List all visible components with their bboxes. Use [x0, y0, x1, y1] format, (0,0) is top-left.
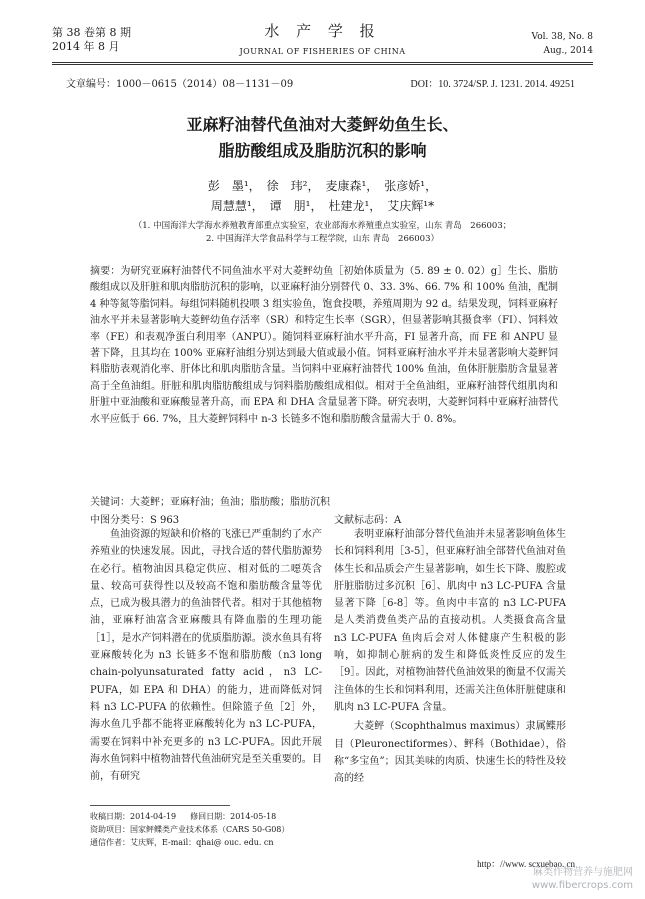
received-date: 收稿日期：2014-04-19	[90, 812, 177, 821]
header-rule-top	[52, 62, 593, 63]
body-column-left	[90, 526, 322, 785]
affiliations	[0, 220, 645, 246]
journal-url[interactable]: http：//www. scxuebao. cn	[477, 859, 575, 869]
paper-title	[0, 112, 645, 164]
issue-info-en	[532, 30, 593, 58]
author-line-1: 彭 墨¹， 徐 玮²， 麦康森¹， 张彦娇¹，	[207, 179, 438, 193]
watermark-site-url: www.fibercrops.com	[531, 880, 633, 891]
author-line-2: 周慧慧¹， 谭 朋¹， 杜建龙¹， 艾庆辉¹*	[210, 199, 435, 213]
paper-title-line-2: 脂肪酸组成及脂肪沉积的影响	[218, 141, 427, 160]
body-column-right	[334, 526, 566, 787]
author-list	[0, 176, 645, 216]
body-paragraph: 表明亚麻籽油部分替代鱼油并未显著影响鱼体生长和饲料利用［3-5］，但亚麻籽油全部替代鱼油对鱼体生长和品质会产生显著影响，如生长下降、腹腔或肝脏脂肪过多沉积［6］、肌肉中 n3 LC-PUFA 含量显著下降［6-8］等。鱼肉中丰富的 n3 LC-PUFA 是人类消费鱼类产品的直接动机。人类摄食高含量 n3 LC-PUFA 鱼肉后会对人体健康产生积极的影响，如抑制心脏病的发生和降低炎性反应的发生［9］。因此，对植物油替代鱼油效果的衡量不仅需关注鱼体的生长和饲料利用，还需关注鱼体肝脏健康和肌肉 n3 LC-PUFA 含量。	[334, 529, 566, 713]
watermark	[532, 866, 633, 892]
affiliation-2: 2. 中国海洋大学食品科学与工程学院，山东 青岛 266003）	[206, 234, 439, 244]
body-paragraph: 大菱鲆（Scophthalmus maximus）隶属鲽形目（Pleuronectiformes）、鲆科（Bothidae），俗称“多宝鱼”；因其美味的肉质、快速生长的特性及较高的经	[334, 721, 566, 785]
journal-title-cn: 水 产 学 报	[264, 22, 381, 40]
header-rule-bottom	[52, 64, 593, 65]
issue-volume-en: Vol. 38, No. 8	[531, 32, 593, 42]
footnote-dates	[90, 810, 289, 823]
corresponding-author: 通信作者：艾庆辉，E-mail：qhai@ ouc. edu. cn	[90, 838, 274, 847]
journal-title-en: JOURNAL OF FISHERIES OF CHINA	[239, 47, 406, 56]
issue-date-en: Aug., 2014	[543, 46, 593, 56]
keywords: 关键词：大菱鲆；亚麻籽油；鱼油；脂肪酸；脂肪沉积	[90, 497, 330, 508]
body-paragraph: 鱼油资源的短缺和价格的飞涨已严重制约了水产养殖业的快速发展。因此，寻找合适的替代脂肪源势在必行。植物油因具稳定供应、相对低的二噁英含量、较高可获得性以及较高不饱和脂肪酸含量等优点，已成为极具潜力的鱼油替代者。相对于其他植物油，亚麻籽油富含亚麻酸具有降血脂的生理功能［1］，是水产饲料潜在的优质脂肪源。淡水鱼具有将亚麻酸转化为 n3 长链多不饱和脂肪酸（n3 long chain-polyunsaturated fatty acid，n3 LC-PUFA，如 EPA 和 DHA）的能力，进而降低对饲料 n3 LC-PUFA 的依赖性。但除篮子鱼［2］外，海水鱼几乎都不能将亚麻酸转化为 n3 LC-PUFA，需要在饲料中补充更多的 n3 LC-PUFA。因此开展海水鱼饲料中植物油替代鱼油研究是至关重要的。目前，有研究	[90, 529, 322, 783]
footnotes	[90, 810, 289, 849]
document-code: 文献标志码：A	[334, 515, 402, 526]
watermark-site-name: 麻类作物营养与施肥网	[533, 867, 633, 878]
article-number: 文章编号：1000－0615（2014）08－1131－09	[66, 79, 294, 90]
issue-date-cn: 2014 年 8 月	[52, 40, 120, 53]
revised-date: 修回日期：2014-05-18	[190, 812, 277, 821]
issue-volume-cn: 第 38 卷第 8 期	[52, 26, 131, 39]
doi[interactable]: DOI：10. 3724/SP. J. 1231. 2014. 49251	[410, 79, 575, 90]
footnote-rule	[90, 805, 230, 806]
classification-number: 中图分类号：S 963	[90, 515, 180, 526]
paper-title-line-1: 亚麻籽油替代鱼油对大菱鲆幼鱼生长、	[186, 115, 459, 134]
affiliation-1: （1. 中国海洋大学海水养殖教育部重点实验室，农业部海水养殖重点实验室，山东 青岛 266003；	[133, 221, 512, 231]
abstract: 摘要：为研究亚麻籽油替代不同鱼油水平对大菱鲆幼鱼［初始体质量为（5. 89 ± 0. 02）g］生长、脂肪酸组成以及肝脏和肌肉脂肪沉积的影响，以亚麻籽油分别替代 0、33. 3%、66. 7% 和 100% 鱼油，配制 4 种等氮等脂饲料。每组饲料随机投喂 3 组实验鱼，饱食投喂，养殖周期为 92 d。结果发现，饲料亚麻籽油水平并未显著影响大菱鲆幼鱼存活率（SR）和特定生长率（SGR），但显著影响其摄食率（FI）、饲料效率（FE）和表观净蛋白利用率（ANPU）。随饲料亚麻籽油水平升高，FI 显著升高，而 FE 和 ANPU 显著下降，且其均在 100% 亚麻籽油组分别达到最大值或最小值。饲料亚麻籽油水平并未显著影响大菱鲆饲料脂肪表观消化率、肝体比和肌肉脂肪含量。当饲料中亚麻籽油替代 100% 鱼油，鱼体肝脏脂肪含量显著高于全鱼油组。肝脏和肌肉脂肪酸组成与饲料脂肪酸组成相似。相对于全鱼油组，亚麻籽油替代组肌肉和肝脏中亚油酸和亚麻酸显著升高，而 EPA 和 DHA 含量显著下降。研究表明，大菱鲆饲料中亚麻籽油替代水平应低于 66. 7%，且大菱鲆饲料中 n-3 长链多不饱和脂肪酸含量需大于 0. 8%。	[90, 266, 558, 425]
funding: 资助项目：国家鲆鲽类产业技术体系（CARS 50-G08）	[90, 825, 290, 834]
